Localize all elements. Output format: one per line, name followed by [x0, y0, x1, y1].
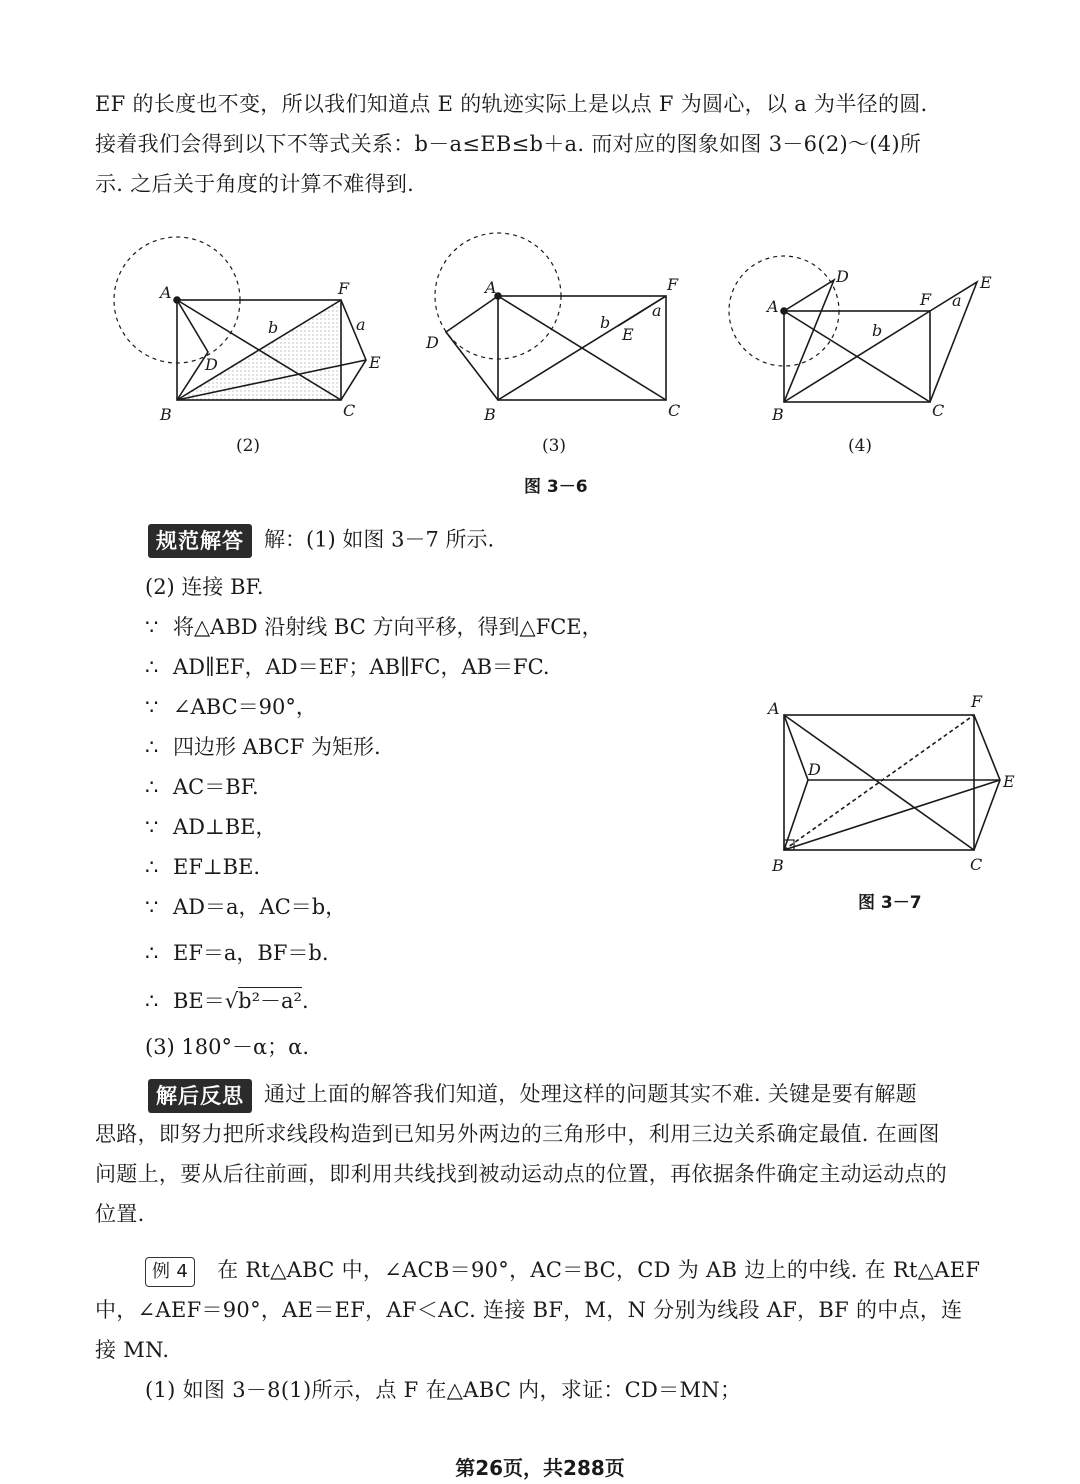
label-C: C: [932, 401, 945, 420]
solution-step-3: (3) 180°－α；α.: [145, 1035, 310, 1059]
subcaption-2: (2): [235, 436, 261, 456]
label-E: E: [1003, 772, 1015, 791]
label-A: A: [160, 283, 172, 302]
figure-3-7-caption: 图 3－7: [858, 893, 922, 913]
solution-step: ∵ 将△ABD 沿射线 BC 方向平移，得到△FCE，: [145, 615, 603, 639]
example-label: 例 4: [145, 1257, 195, 1287]
label-D: D: [836, 267, 849, 286]
reflection-paragraph: 解后反思 通过上面的解答我们知道，处理这样的问题其实不难. 关键是要有解题 思路，即努力把所求线段构造到已知另外两边的三角形中，利用三边关系确定最值. 在画图 问题上，要从后往前画，即利用共线找到被动运动点的位置，再依据条件确定主动运动点的 位置.: [95, 1074, 1020, 1234]
label-B: B: [160, 405, 172, 424]
label-D: D: [426, 333, 439, 352]
label-B: B: [484, 405, 496, 424]
solution-step-2: (2) 连接 BF.: [145, 575, 264, 599]
solution-step: ∵ ∠ABC＝90°，: [145, 695, 317, 719]
label-D: D: [205, 355, 218, 374]
label-C: C: [668, 401, 681, 420]
label-b: b: [872, 321, 883, 340]
label-a: a: [356, 315, 366, 334]
solution-step: ∵ AD⊥BE，: [145, 815, 277, 839]
label-b: b: [268, 318, 279, 337]
reflection-badge: 解后反思: [148, 1079, 252, 1113]
intro-line: 示. 之后关于角度的计算不难得到.: [95, 172, 415, 196]
label-a: a: [652, 301, 662, 320]
label-A: A: [768, 699, 780, 718]
label-A: A: [485, 278, 497, 297]
solution-header: [148, 524, 494, 558]
example-question-1: (1) 如图 3－8(1)所示，点 F 在△ABC 内，求证：CD＝MN；: [145, 1378, 742, 1402]
solution-step: ∴ AD∥EF，AD＝EF；AB∥FC，AB＝FC.: [145, 655, 550, 679]
label-F: F: [667, 275, 679, 294]
sqrt-radicand: b²－a²: [238, 989, 302, 1013]
label-F: F: [971, 695, 983, 711]
label-F: F: [338, 279, 350, 298]
label-E: E: [980, 273, 992, 292]
intro-line: EF 的长度也不变，所以我们知道点 E 的轨迹实际上是以点 F 为圆心，以 a 为半径的圆.: [95, 92, 928, 116]
subcaption-4: (4): [847, 436, 873, 456]
solution-step: ∴ 四边形 ABCF 为矩形.: [145, 735, 381, 759]
solution-step: ∵ AD＝a，AC＝b，: [145, 895, 347, 919]
label-b: b: [600, 313, 611, 332]
label-B: B: [772, 856, 784, 875]
solution-step: ∴ EF⊥BE.: [145, 855, 261, 879]
subfigure-2: [114, 237, 366, 400]
subfigure-4: [729, 256, 977, 402]
label-A: A: [767, 297, 779, 316]
label-E: E: [622, 325, 634, 344]
example-4: 例 4 在 Rt△ABC 中，∠ACB＝90°，AC＝BC，CD 为 AB 边上的中线. 在 Rt△AEF 中，∠AEF＝90°，AE＝EF，AF＜AC. 连接 BF，M，N 分别为线段 AF，BF 的中点，连 接 MN. (1) 如图 3－8(1)所示，点 F 在△ABC 内，求证：CD＝MN；: [95, 1250, 1020, 1410]
label-F: F: [920, 290, 932, 309]
label-E: E: [369, 353, 381, 372]
figure-3-6: [0, 230, 1080, 450]
label-B: B: [772, 405, 784, 424]
intro-line: 接着我们会得到以下不等式关系：b－a≤EB≤b＋a. 而对应的图象如图 3－6(2)～(4)所: [95, 132, 922, 156]
subcaption-3: (3): [541, 436, 567, 456]
solution-step: ∴ EF＝a，BF＝b.: [145, 941, 329, 965]
label-C: C: [970, 855, 983, 874]
label-C: C: [343, 401, 356, 420]
solution-step: ∴ AC＝BF.: [145, 775, 259, 799]
page-footer: 第26页，共288页: [455, 1456, 625, 1480]
solution-first-line: 解：(1) 如图 3－7 所示.: [264, 527, 495, 552]
solution-step-sqrt: ∴ BE＝√b²－a².: [145, 989, 309, 1013]
label-D: D: [808, 760, 821, 779]
solution-badge: 规范解答: [148, 524, 252, 558]
label-a: a: [952, 291, 962, 310]
figure-3-6-caption: 图 3－6: [524, 477, 588, 497]
intro-paragraph: [95, 84, 1020, 204]
figure-3-7: [760, 695, 1040, 885]
subfigure-3: [435, 233, 666, 400]
